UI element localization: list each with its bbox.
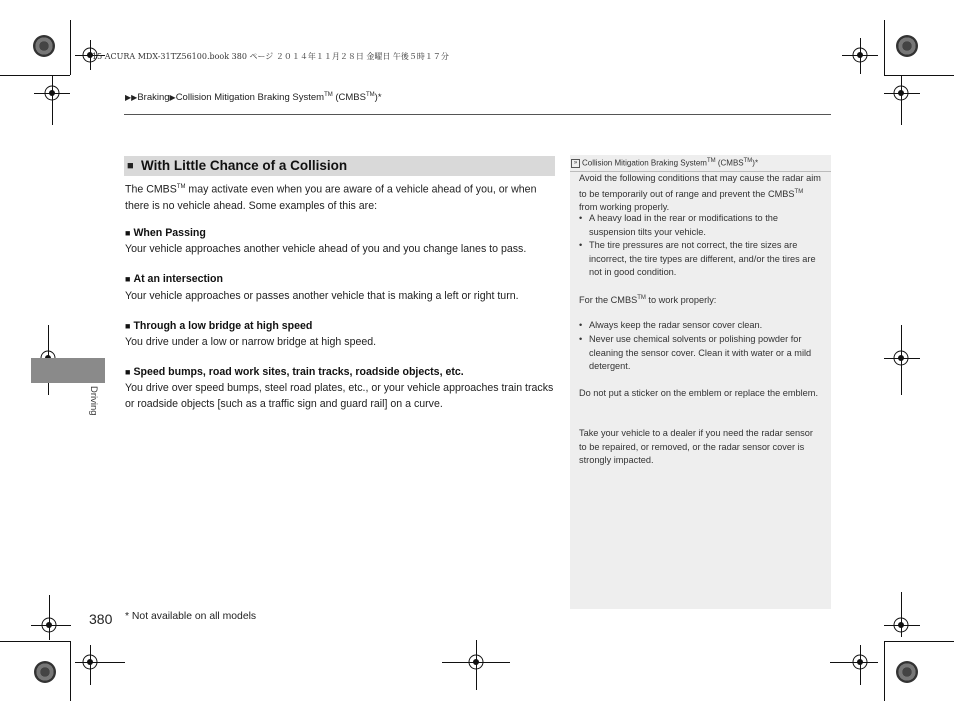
section-title: With Little Chance of a Collision (141, 158, 348, 173)
example-heading: ■ When Passing (125, 227, 206, 239)
breadcrumb-item-cmbs[interactable]: Collision Mitigation Braking System™ (CMBS™)* (175, 92, 382, 104)
square-bullet-icon: ■ (125, 274, 131, 284)
registration-rosette-icon (896, 661, 918, 683)
bullet-dot-icon: • (579, 334, 583, 344)
square-bullet-icon: ■ (125, 367, 131, 377)
note-bullet: • Always keep the radar sensor cover clean. (579, 319, 821, 333)
square-bullet-icon: ■ (127, 160, 134, 172)
header-rule (124, 114, 831, 115)
note-paragraph: Do not put a sticker on the emblem or replace the emblem. (579, 388, 818, 398)
note-bullet: • The tire pressures are not correct, the tire sizes are incorrect, the tire types are different, and/or the tires are not in good condition. (579, 240, 816, 277)
example-text: Your vehicle approaches another vehicle ahead of you and you change lanes to pass. (125, 243, 527, 255)
example-heading: ■ At an intersection (125, 273, 223, 285)
bullet-dot-icon: • (579, 240, 583, 250)
breadcrumb (125, 92, 382, 103)
crosshair-icon (886, 78, 916, 108)
breadcrumb-separator-icon: ▶ (169, 93, 176, 103)
example-text: Your vehicle approaches or passes another vehicle that is making a left or right turn. (125, 290, 519, 302)
crosshair-icon (886, 610, 916, 640)
example-heading: ■ Speed bumps, road work sites, train tracks, roadside objects, etc. (125, 366, 464, 378)
bullet-dot-icon: • (579, 213, 583, 223)
sidebar-note (570, 155, 831, 609)
section-heading (124, 156, 555, 176)
crosshair-icon (34, 610, 64, 640)
registration-rosette-icon (896, 35, 918, 57)
example-heading: ■ Through a low bridge at high speed (125, 320, 313, 332)
note-bullet: • Never use chemical solvents or polishing powder for cleaning the sensor cover. Clean it with water or a mild detergent. (579, 334, 812, 371)
note-paragraph: For the CMBS™ to work properly: (579, 295, 717, 306)
crosshair-icon (886, 343, 916, 373)
page-number: 380 (89, 611, 113, 627)
chapter-tab (31, 358, 105, 383)
breadcrumb-item-braking[interactable]: Braking (137, 92, 170, 104)
registration-rosette-icon (34, 661, 56, 683)
print-header-note: 15 ACURA MDX-31TZ56100.book 380 ページ ２０１４年１１月２８日 金曜日 午後５時１７分 (92, 52, 449, 61)
registration-rosette-icon (33, 35, 55, 57)
square-bullet-icon: ■ (125, 228, 131, 238)
bullet-dot-icon: • (579, 320, 583, 330)
note-bullet: • A heavy load in the rear or modifications to the suspension tilts your vehicle. (579, 213, 778, 237)
crosshair-icon (845, 647, 875, 677)
note-paragraph: Take your vehicle to a dealer if you need the radar sensor to be repaired, or removed, or the radar sensor cover is strongly impacted. (579, 428, 813, 465)
chapter-label: Driving (88, 386, 99, 416)
note-heading[interactable]: » Collision Mitigation Braking System™ (CMBS™)* (570, 155, 831, 172)
reference-icon: » (571, 159, 580, 168)
crosshair-icon (37, 78, 67, 108)
footnote: * Not available on all models (125, 611, 257, 622)
example-text: You drive under a low or narrow bridge at high speed. (125, 336, 377, 348)
crosshair-icon (75, 647, 105, 677)
breadcrumb-arrows-icon: ▶▶ (125, 93, 138, 103)
crosshair-icon (845, 40, 875, 70)
square-bullet-icon: ■ (125, 321, 131, 331)
intro-paragraph: The CMBS™ may activate even when you are aware of a vehicle ahead of you, or when there is no vehicle ahead. Some examples of this are: (125, 183, 537, 212)
crosshair-icon (461, 647, 491, 677)
example-text: You drive over speed bumps, steel road plates, etc., or your vehicle approaches train tracks or roadside objects [such as a traffic sign and guard rail] on a curve. (125, 382, 554, 410)
note-paragraph: Avoid the following conditions that may cause the radar aim to be temporarily out of range and prevent the CMBS™ from working properly. (579, 173, 821, 213)
